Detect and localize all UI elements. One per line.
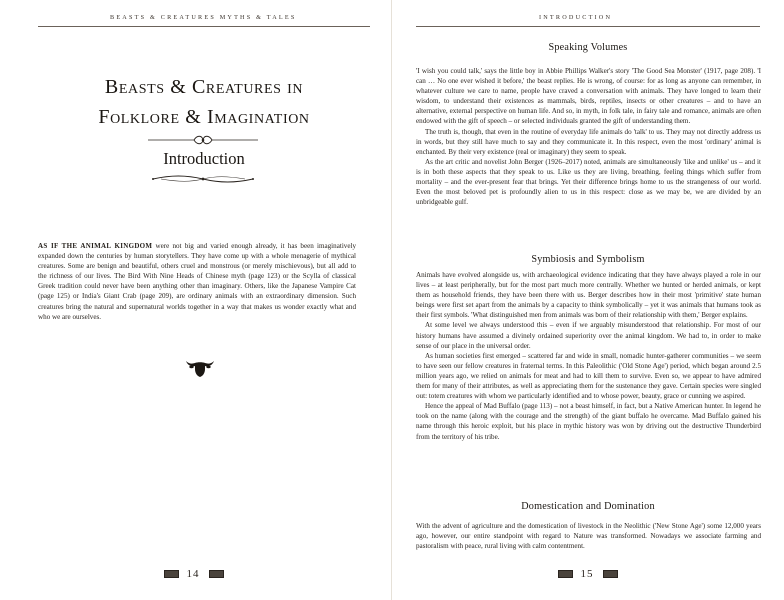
chapter-title-line1: Beasts & Creatures in	[104, 76, 304, 98]
running-head-right: INTRODUCTION	[539, 14, 613, 21]
introduction-paragraph	[38, 241, 356, 322]
folio-ornament-icon	[558, 570, 573, 578]
page-number: 14	[186, 568, 200, 580]
paragraph: Animals have evolved alongside us, with archaeological evidence indicating that they have always played a role in our lives – at least peripherally, but for the most part much more centrally. Whether we hunted or herded animals, or kept them as household friends, they have been there with us. Berger describes how in their most 'primitive' state human beings were first set apart from the animals by a capacity to think symbolically – yet it was animals that humans took as their first symbols. 'What distinguished men from animals was born of their relationship with them,' Berger explains.	[416, 271, 761, 320]
lead-in-text: AS IF THE ANIMAL KINGDOM	[38, 242, 153, 250]
header-rule	[416, 26, 760, 27]
chapter-title	[50, 72, 358, 132]
section-body-symbiosis	[416, 270, 761, 442]
section-body-domestication	[416, 521, 761, 551]
paragraph: With the advent of agriculture and the domestication of livestock in the Neolithic ('New Stone Age') some 12,000 years ago, however, our entire standpoint with regard to Nature was transformed. Nowadays we associate farming and pastoralism with peace, rural living with calm contentment.	[416, 522, 761, 551]
folio-ornament-icon	[603, 570, 618, 578]
introduction-heading: Introduction	[163, 149, 245, 168]
folio-ornament-icon	[164, 570, 179, 578]
section-title-domestication: Domestication and Domination	[521, 501, 655, 512]
flourish-divider-icon	[148, 134, 258, 146]
ornamental-underline-icon	[151, 172, 255, 186]
folio-ornament-icon	[209, 570, 224, 578]
paragraph: As the art critic and novelist John Berger (1926–2017) noted, animals are simultaneously 'like and unlike' us – and it is in both these aspects that they speak to us. Like us they are living, breathing, feeling things which suffer from mortality – and the ever-present fear that brings. Yet their difference brings home to us the strangeness of our world. Even the most beloved pet is profoundly alien to us in this respect: close as we may be, we are divided by an unbridgeable gulf.	[416, 157, 761, 207]
chapter-title-line2: Folklore & Imagination	[98, 106, 310, 128]
paragraph: The truth is, though, that even in the routine of everyday life animals do 'talk' to us. They may not directly address us in words, but they still have much to say and they communicate it. In this respect, even the most 'ordinary' animal is enchanted. By their very existence (real or imaginary) they seem to speak.	[416, 127, 761, 156]
paragraph: Hence the appeal of Mad Buffalo (page 113) – not a beast himself, in fact, but a Native American hunter. In legend he took on the name (along with the courage and the strength) of the giant buffalo he overcame. Mad Buffalo gained his name through this heroic exploit, but his place in mythic history was won by driving out the destructive Thunderbird from the territory of his tribe.	[416, 402, 761, 441]
paragraph-text: were not big and varied enough already, it has been imaginatively expanded down the centuries by human storytellers. They have come up with a whole menagerie of mythical creatures. Some are benign and beautiful, others cruel and monstrous (or merely mischievous), but all add to the richness of our lives. The Bird With Nine Heads of Chinese myth (page 123) or the Scylla of classical Greek tradition could never have been anything other than imaginary. Others, like the Japanese Vampire Cat (page 125) or India's Giant Crab (page 209), are ordinary animals with an extraordinary dimension. Such creatures bring the natural and supernatural worlds together in a way that makes us wonder exactly what and who we are ourselves.	[38, 242, 356, 321]
paragraph: 'I wish you could talk,' says the little boy in Abbie Phillips Walker's story 'The Good Sea Monster' (1917, page 208). 'I can … No one ever wished it before,' the beast replies. He is wrong, of course: for as long as anyone can remember, in whatever culture we care to name, people have craved a conversation with animals. They have longed to learn their wisdom, to understand their existences as mammals, birds, reptiles, insects or other creatures – and to have an alternative, external perspective on human life. And so, in myth, in folk tale, in fairy tale and romance, animals are often endowed with the gift of speech – or selected individuals granted the gift of understanding them.	[416, 67, 761, 126]
section-title-symbiosis: Symbiosis and Symbolism	[531, 254, 645, 265]
section-title-speaking-volumes: Speaking Volumes	[548, 42, 628, 53]
paragraph: At some level we always understood this – even if we arguably misunderstood that relationship. For most of our history humans have assumed a divinely ordained superiority over the animal kingdom. We had to, in order to make sense of our place in the universal order.	[416, 321, 761, 350]
folio-right	[392, 568, 784, 580]
running-head-left: BEASTS & CREATURES MYTHS & TALES	[110, 14, 297, 21]
bull-head-icon	[185, 359, 215, 378]
paragraph: As human societies first emerged – scattered far and wide in small, nomadic hunter-gatherer communities – we seem to have seen our fellow creatures in fraternal terms. In this Paleolithic ('Old Stone Age') period, which began around 2.5 million years ago, we relied on animals for meat and had to kill them to survive. Even so, we appear to have admired them for many of their attributes, as well as appreciating them for the sustenance they gave. Certain species were singled out: totem creatures with whom we particularly identified and to whose power, beauty, grace or cunning we aspired.	[416, 351, 761, 401]
page-number: 15	[580, 568, 594, 580]
header-rule	[38, 26, 370, 27]
right-page	[392, 0, 784, 600]
folio-left	[0, 568, 392, 580]
section-body-speaking-volumes	[416, 66, 761, 207]
